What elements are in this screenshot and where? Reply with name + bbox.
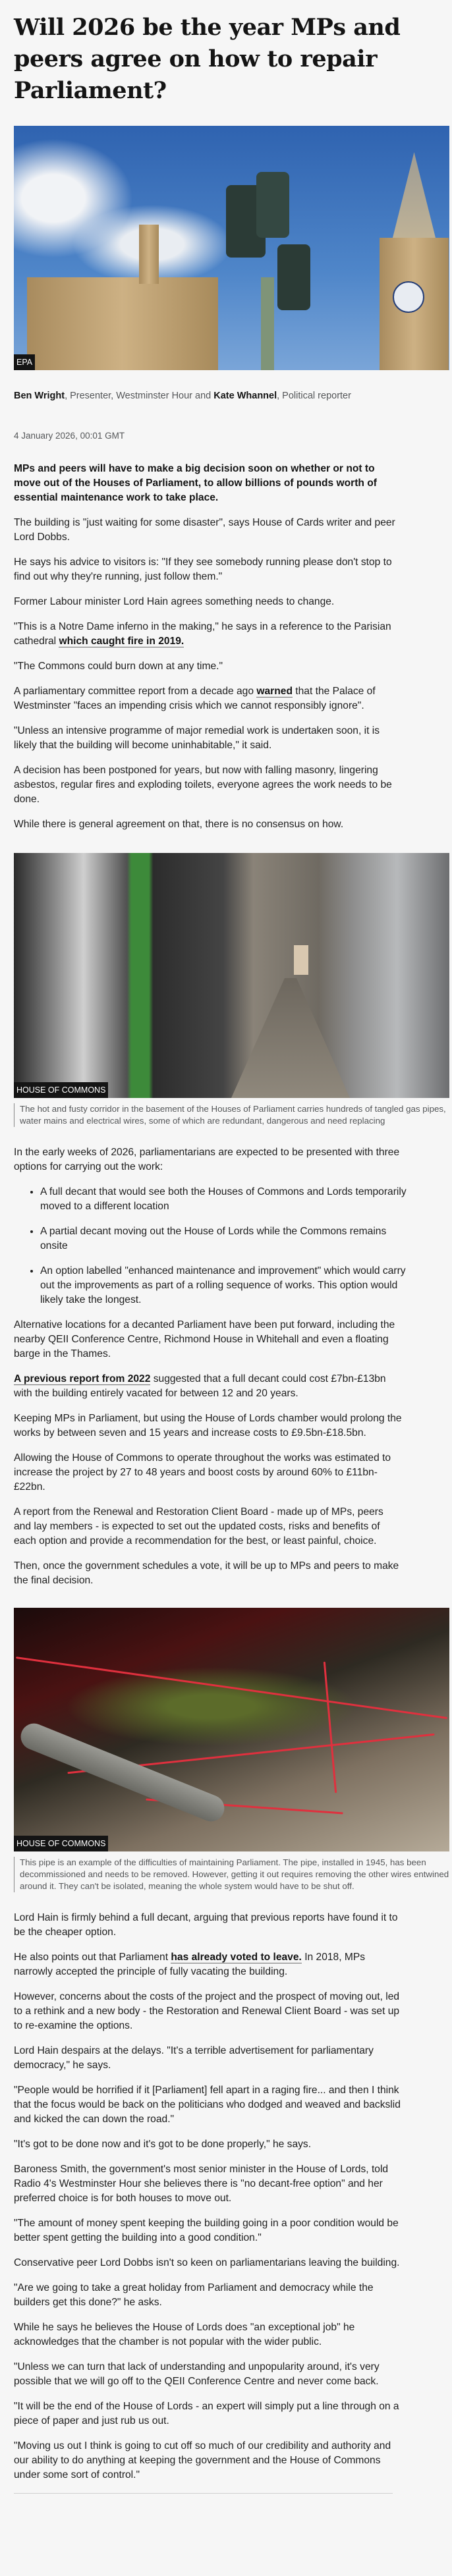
paragraph: Baroness Smith, the government's most senior minister in the House of Lords, told Radio 4's Westminster Hour she believes there is "no decant-free option" and her preferred choice is for both houses to move out. [14, 2164, 389, 2204]
text: A parliamentary committee report from a decade ago [14, 686, 257, 697]
paragraph: "The amount of money spent keeping the building going in a poor condition would be better spent getting the building into a good condition." [14, 2218, 399, 2243]
paragraph [14, 1372, 403, 1401]
spire [139, 225, 159, 284]
paragraph: "It will be the end of the House of Lords - an expert will simply put a line through on a piece of paper and just rub us out. [14, 2401, 399, 2426]
hero-figure [14, 126, 449, 370]
author-name[interactable]: Ben Wright [14, 391, 65, 401]
list-item: • An option labelled "enhanced maintenance and improvement" which would carry out the improvements as part of a rolling sequence of works. This option would likely take the longest. [40, 1264, 409, 1307]
image-caption: The hot and fusty corridor in the basement of the Houses of Parliament carries hundreds of tangled gas pipes, water mains and electrical wires, some of which are redundant, dangerous and need replacing [14, 1103, 449, 1127]
paragraph [14, 1950, 403, 1979]
paragraph: Lord Hain despairs at the delays. "It's a terrible advertisement for parliamentary democracy," he says. [14, 2045, 374, 2071]
clock-face [393, 281, 424, 313]
lamp [256, 172, 289, 238]
paragraph: While there is general agreement on that, there is no consensus on how. [14, 819, 344, 830]
headline: Will 2026 be the year MPs and peers agree on how to repair Parliament? [14, 14, 401, 104]
paragraph: Former Labour minister Lord Hain agrees something needs to change. [14, 596, 335, 607]
link-previous-report[interactable]: A previous report from 2022 [14, 1373, 151, 1384]
paragraph: "Unless we can turn that lack of understanding and unpopularity around, it's very possible that we will go off to the QEII Conference Centre and never come back. [14, 2361, 380, 2387]
wire [324, 1662, 337, 1794]
paragraph: A report from the Renewal and Restoration Client Board - made up of MPs, peers and lay members - is expected to set out the updated costs, risks and benefits of each option and provide a recommendation for the best, or least painful, choice. [14, 1506, 383, 1547]
options-list [14, 1185, 409, 1307]
image-credit: EPA [14, 354, 35, 370]
author-role: , Presenter, Westminster Hour and [65, 391, 214, 401]
text: suggested that a full decant could cost £7bn-£13bn with the building entirely vacated for between 12 and 20 years. [14, 1373, 386, 1399]
paragraph: "Unless an intensive programme of major remedial work is undertaken soon, it is likely that the building will become uninhabitable," it said. [14, 725, 380, 751]
author-role: , Political reporter [277, 391, 351, 401]
paragraph: Lord Hain is firmly behind a full decant, arguing that previous reports have found it to be the cheaper option. [14, 1912, 398, 1938]
paragraph: The building is "just waiting for some disaster", says House of Cards writer and peer Lord Dobbs. [14, 517, 395, 543]
paragraph: "People would be horrified if it [Parliament] fell apart in a raging fire... and then I think that the focus would be back on the politicians who dodged and weaved and backslid and kicked the can down the road." [14, 2085, 401, 2125]
text: that the Palace of Westminster "faces an impending crisis which we cannot responsibly ignore". [14, 686, 376, 711]
lamp [277, 244, 310, 310]
image-caption: This pipe is an example of the difficulties of maintaining Parliament. The pipe, installed in 1945, has been decommissioned and needs to be removed. However, getting it out requires removing the other wires entwined around it. They can't be isolated, meaning the whole system would have to be shut off. [14, 1857, 449, 1892]
paragraph [14, 684, 403, 713]
big-ben-spire [393, 152, 436, 238]
link-notre-dame-fire[interactable]: which caught fire in 2019. [59, 636, 184, 647]
list-item: • A full decant that would see both the Houses of Commons and Lords temporarily moved to a different location [40, 1185, 409, 1214]
paragraph: Then, once the government schedules a vote, it will be up to MPs and peers to make the final decision. [14, 1560, 399, 1586]
paragraph: Conservative peer Lord Dobbs isn't so keen on parliamentarians leaving the building. [14, 2257, 400, 2268]
corridor-figure [14, 853, 449, 1127]
link-voted-to-leave[interactable]: has already voted to leave. [171, 1952, 302, 1963]
corridor-door [294, 945, 308, 975]
pipe [17, 1720, 229, 1826]
paragraph: Alternative locations for a decanted Parliament have been put forward, including the nearby QEII Conference Centre, Richmond House in Whitehall and even a floating barge in the Thames. [14, 1319, 395, 1359]
paragraph: "The Commons could burn down at any time." [14, 661, 223, 672]
palace-facade [27, 277, 218, 370]
wire [16, 1657, 447, 1719]
lamp-post [261, 277, 274, 370]
paragraph: "Moving us out I think is going to cut off so much of our credibility and authority and our ability to do anything at keeping the government and the House of Commons under some sort of control." [14, 2440, 391, 2480]
link-committee-report[interactable]: warned [256, 686, 293, 697]
paragraph: While he says he believes the House of Lords does "an exceptional job" he acknowledges that the chamber is not popular with the wider public. [14, 2322, 355, 2347]
image-credit: HOUSE OF COMMONS [14, 1082, 108, 1098]
hero-image-parliament [14, 126, 449, 370]
pipe-image [14, 1608, 449, 1851]
publish-date: 4 January 2026, 00:01 GMT [14, 431, 125, 441]
paragraph: "Are we going to take a great holiday from Parliament and democracy while the builders get this done?" he asks. [14, 2282, 374, 2308]
paragraph: However, concerns about the costs of the project and the prospect of moving out, led to a rethink and a new body - the Restoration and Renewal Client Board - was set up to re-examine the options. [14, 1991, 400, 2031]
paragraph [14, 620, 403, 649]
paragraph: He says his advice to visitors is: "If they see somebody running please don't stop to find out why they're running, just follow them." [14, 557, 392, 582]
divider [14, 2493, 393, 2494]
paragraph: Keeping MPs in Parliament, but using the House of Lords chamber would prolong the works by between seven and 15 years and increase costs to £9.5bn-£18.5bn. [14, 1413, 402, 1439]
text: He also points out that Parliament [14, 1952, 171, 1963]
image-credit: HOUSE OF COMMONS [14, 1836, 108, 1851]
text: In 2018, MPs narrowly accepted the principle of fully vacating the building. [14, 1952, 366, 1977]
paragraph: A decision has been postponed for years, but now with falling masonry, lingering asbestos, regular fires and exploding toilets, everyone agrees the work needs to be done. [14, 765, 392, 805]
paragraph: Allowing the House of Commons to operate throughout the works was estimated to increase the project by 27 to 48 years and boost costs by around 60% to £11bn-£22bn. [14, 1452, 391, 1493]
author-name[interactable]: Kate Whannel [213, 391, 277, 401]
corridor-floor [231, 978, 350, 1098]
pipe-figure [14, 1608, 449, 1892]
corridor-image [14, 853, 449, 1098]
paragraph: "It's got to be done now and it's got to be done properly," he says. [14, 2139, 312, 2150]
byline [14, 389, 383, 403]
lead-paragraph: MPs and peers will have to make a big decision soon on whether or not to move out of the Houses of Parliament, to allow billions of pounds worth of essential maintenance work to take place. [14, 463, 377, 503]
text: "This is a Notre Dame inferno in the making," he says in a reference to the Parisian cathedral [14, 621, 391, 647]
paragraph: In the early weeks of 2026, parliamentarians are expected to be presented with three options for carrying out the work: [14, 1147, 400, 1172]
list-item: • A partial decant moving out the House of Lords while the Commons remains onsite [40, 1224, 409, 1253]
